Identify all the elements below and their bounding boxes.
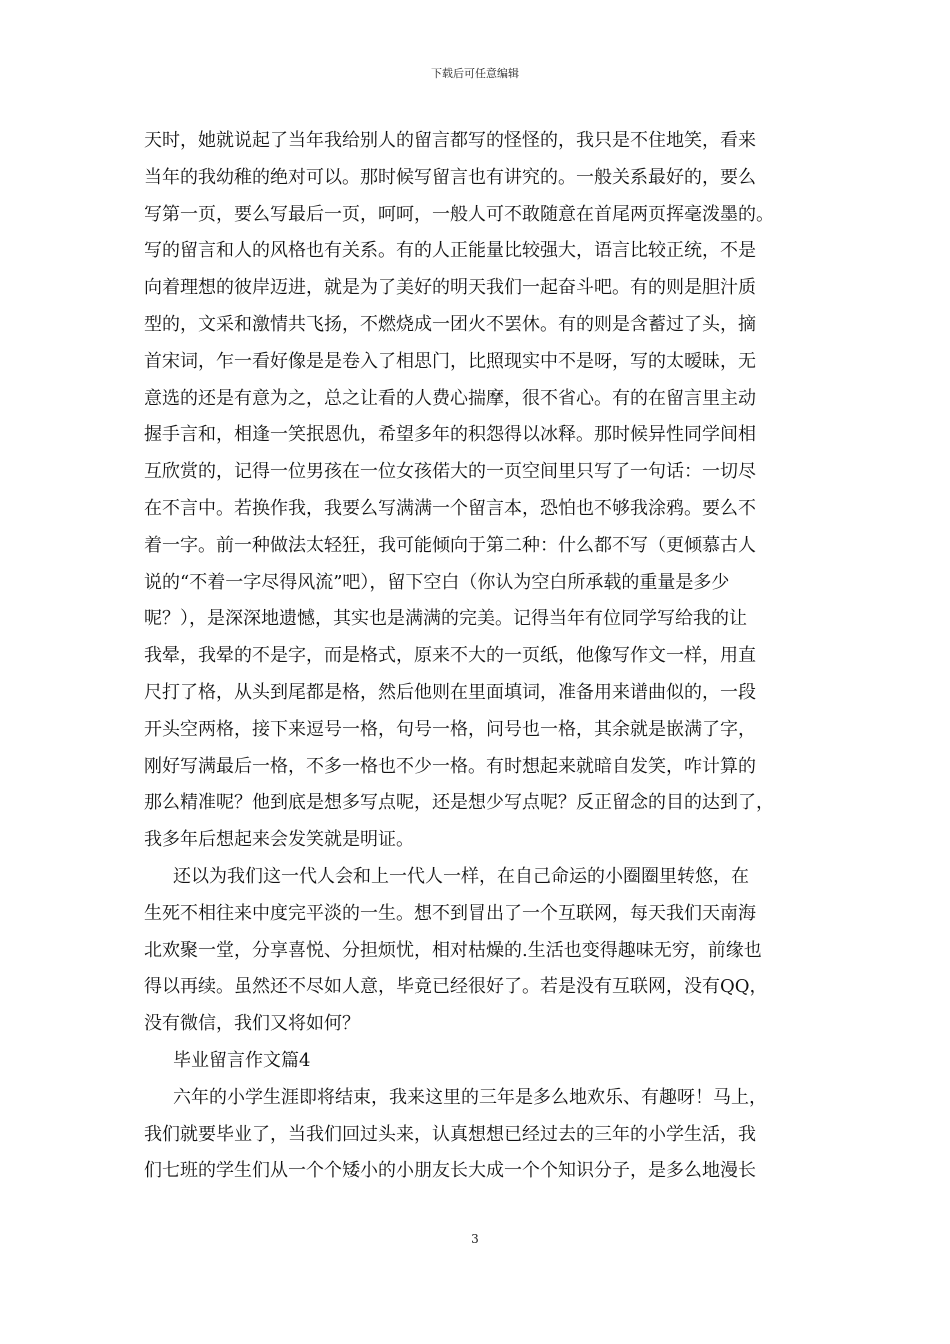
text-line: 握手言和，相逢一笑抿恩仇，希望多年的积怨得以冰释。那时候异性同学间相 [144, 424, 756, 446]
text-line: 呢？），是深深地遗憾，其实也是满满的完美。记得当年有位同学写给我的让 [144, 608, 747, 630]
text-line: 型的，文采和激情共飞扬，不燃烧成一团火不罢休。有的则是含蓄过了头，摘 [144, 313, 756, 335]
text-line: 意选的还是有意为之，总之让看的人费心揣摩，很不省心。有的在留言里主动 [144, 387, 756, 409]
text-line: 当年的我幼稚的绝对可以。那时候写留言也有讲究的。一般关系最好的，要么 [144, 166, 756, 188]
text-line: 没有微信，我们又将如何？ [144, 1013, 360, 1035]
text-line: 写的留言和人的风格也有关系。有的人正能量比较强大，语言比较正统，不是 [144, 240, 756, 262]
text-line: 互欣赏的，记得一位男孩在一位女孩偌大的一页空间里只写了一句话：一切尽 [144, 461, 756, 483]
text-line: 们七班的学生们从一个个矮小的小朋友长大成一个个知识分子，是多么地漫长 [144, 1160, 756, 1182]
text-line: 生死不相往来中度完平淡的一生。想不到冒出了一个互联网，每天我们天南海 [144, 902, 756, 924]
text-line: 写第一页，要么写最后一页，呵呵，一般人可不敢随意在首尾两页挥毫泼墨的。 [144, 203, 774, 225]
text-line: 得以再续。虽然还不尽如人意，毕竟已经很好了。若是没有互联网，没有QQ， [144, 976, 768, 998]
text-line: 北欢聚一堂，分享喜悦、分担烦忧，相对枯燥的.生活也变得趣味无穷，前缘也 [144, 939, 762, 961]
text-line: 尺打了格，从头到尾都是格，然后他则在里面填词，准备用来谱曲似的，一段 [144, 681, 756, 703]
text-line: 开头空两格，接下来逗号一格，句号一格，问号也一格，其余就是嵌满了字， [144, 718, 756, 740]
document-body [144, 123, 816, 1190]
text-line: 那么精准呢？他到底是想多写点呢，还是想少写点呢？反正留念的目的达到了， [144, 792, 774, 814]
text-line: 在不言中。若换作我，我要么写满满一个留言本，恐怕也不够我涂鸦。要么不 [144, 497, 756, 519]
text-line: 我多年后想起来会发笑就是明证。 [144, 829, 414, 851]
text-line: 天时，她就说起了当年我给别人的留言都写的怪怪的，我只是不住地笑，看来 [144, 130, 756, 151]
text-line: 刚好写满最后一格，不多一格也不少一格。有时想起来就暗自发笑，咋计算的 [144, 755, 756, 777]
paragraph-first-line: 还以为我们这一代人会和上一代人一样，在自己命运的小圈圈里转悠，在 [173, 865, 749, 887]
text-line: 我晕，我晕的不是字，而是格式，原来不大的一页纸，他像写作文一样，用直 [144, 645, 756, 667]
text-line: 说的“不着一字尽得风流”吧），留下空白（你认为空白所承载的重量是多少 [144, 571, 730, 593]
text-line: 我们就要毕业了，当我们回过头来，认真想想已经过去的三年的小学生活，我 [144, 1123, 756, 1145]
section-heading: 毕业留言作文篇4 [173, 1049, 311, 1071]
paragraph-first-line: 六年的小学生涯即将结束，我来这里的三年是多么地欢乐、有趣呀！马上， [173, 1086, 767, 1108]
text-line: 着一字。前一种做法太轻狂，我可能倾向于第二种：什么都不写（更倾慕古人 [144, 534, 756, 556]
text-line: 向着理想的彼岸迈进，就是为了美好的明天我们一起奋斗吧。有的则是胆汁质 [144, 277, 756, 299]
page-number: 3 [471, 1232, 479, 1246]
page-header: 下载后可任意编辑 [431, 67, 519, 80]
text-line: 首宋词，乍一看好像是是卷入了相思门，比照现实中不是呀，写的太暧昧，无 [144, 350, 756, 372]
